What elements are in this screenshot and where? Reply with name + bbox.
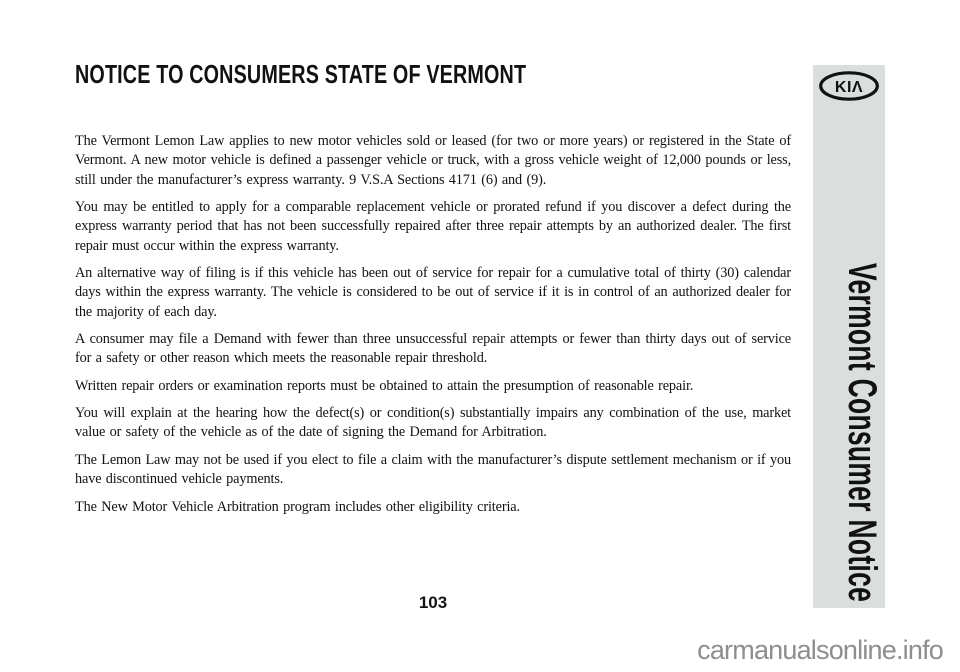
- paragraph: Written repair orders or examination reports must be obtained to attain the presumption of reasonable repair.: [75, 377, 694, 394]
- sidebar-vertical-label: Vermont Consumer Notice: [840, 263, 884, 603]
- paragraph: The Lemon Law may not be used if you elect to file a claim with the manufacturer’s dispute settlement mechanism or if you have discontinued vehicle payments.: [75, 451, 791, 488]
- page-number: 103: [418, 593, 448, 612]
- page-title: NOTICE TO CONSUMERS STATE OF VERMONT: [75, 59, 527, 89]
- paragraph: You may be entitled to apply for a comparable replacement vehicle or prorated refund if you discover a defect during the express warranty period that has not been successfully repaired after three repair attempts by an authorized dealer. The first repair must occur within the express warranty.: [75, 199, 791, 254]
- paragraph: The Vermont Lemon Law applies to new motor vehicles sold or leased (for two or more years) or registered in the State of Vermont. A new motor vehicle is defined a passenger vehicle or truck, with a gross vehicle weight of 12,000 pounds or less, still under the manufacturer’s express warranty. 9 V.S.A Sections 4171 (6) and (9).: [75, 133, 791, 188]
- document-body: [75, 132, 791, 525]
- paragraph: The New Motor Vehicle Arbitration program includes other eligibility criteria.: [75, 498, 520, 515]
- paragraph: You will explain at the hearing how the defect(s) or condition(s) substantially impairs any combination of the use, market value or safety of the vehicle as of the date of signing the Demand for Arbitration.: [75, 405, 791, 441]
- watermark-text: carmanualsonline.info: [697, 635, 943, 665]
- paragraph: An alternative way of filing is if this vehicle has been out of service for repair for a cumulative total of thirty (30) calendar days within the express warranty. The vehicle is considered to be out of service if it is in control of an authorized dealer for the majority of each day.: [75, 265, 791, 320]
- kia-logo-text: KIΛ: [834, 79, 864, 96]
- sidebar-strip: [813, 65, 885, 608]
- paragraph: A consumer may file a Demand with fewer than three unsuccessful repair attempts or fewer than thirty days out of service for a safety or other reason which meets the reasonable repair threshold.: [75, 331, 791, 367]
- kia-logo-icon: [818, 71, 880, 101]
